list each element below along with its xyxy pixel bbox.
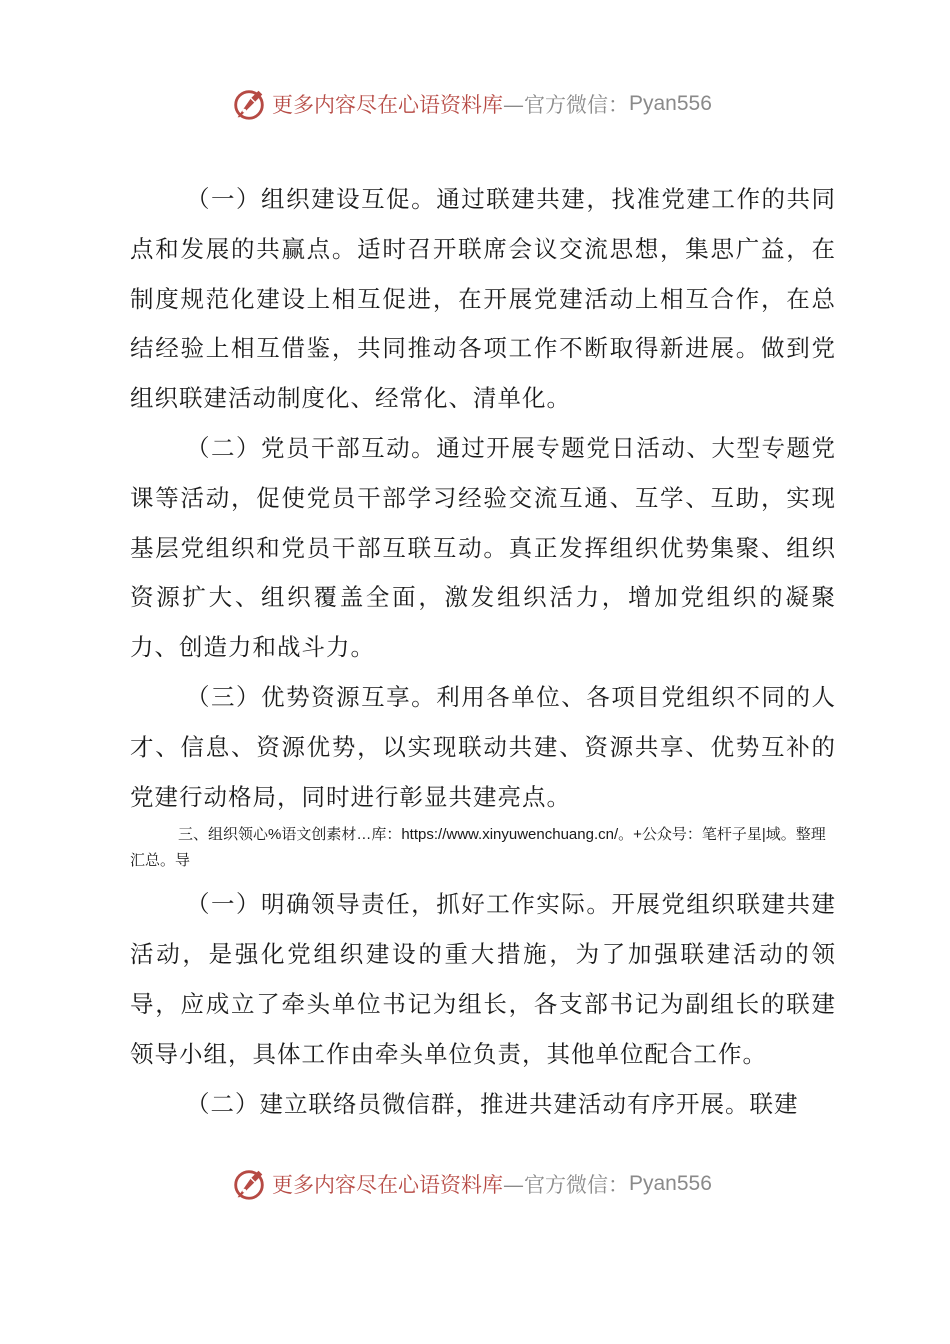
header-banner	[230, 84, 712, 124]
pen-nib-logo-icon	[230, 85, 268, 123]
banner-wechat-id: Pyan556	[629, 1172, 712, 1195]
banner-wechat-label: —官方微信：	[503, 93, 629, 117]
paragraph: （三）优势资源互享。利用各单位、各项目党组织不同的人才、信息、资源优势，以实现联动共建、资源共享、优势互补的党建行动格局，同时进行彰显共建亮点。	[130, 682, 836, 811]
banner-slogan: 更多内容尽在心语资料库	[272, 93, 503, 117]
footer-banner	[230, 1164, 712, 1204]
banner-slogan: 更多内容尽在心语资料库	[272, 1173, 503, 1197]
source-note: 三、组织领心%语文创素材…库：https://www.xinyuwenchuang.cn/。+公众号：笔杆子星|域。整理汇总。导	[130, 826, 826, 870]
paragraph: （二）建立联络员微信群，推进共建活动有序开展。联建	[186, 1089, 799, 1118]
pen-nib-logo-icon	[230, 1165, 268, 1203]
paragraph: （二）党员干部互动。通过开展专题党日活动、大型专题党课等活动，促使党员干部学习经验交流互通、互学、互助，实现基层党组织和党员干部互联互动。真正发挥组织优势集聚、组织资源扩大、组织覆盖全面，激发组织活力，增加党组织的凝聚力、创造力和战斗力。	[130, 433, 836, 662]
banner-wechat-id: Pyan556	[629, 92, 712, 115]
document-body	[130, 175, 836, 1129]
banner-wechat-label: —官方微信：	[503, 1173, 629, 1197]
paragraph: （一）组织建设互促。通过联建共建，找准党建工作的共同点和发展的共赢点。适时召开联席会议交流思想，集思广益，在制度规范化建设上相互促进，在开展党建活动上相互合作，在总结经验上相互借鉴，共同推动各项工作不断取得新进展。做到党组织联建活动制度化、经常化、清单化。	[130, 185, 836, 413]
paragraph: （一）明确领导责任，抓好工作实际。开展党组织联建共建活动，是强化党组织建设的重大措施，为了加强联建活动的领导，应成立了牵头单位书记为组长，各支部书记为副组长的联建领导小组，具体工作由牵头单位负责，其他单位配合工作。	[130, 890, 836, 1068]
